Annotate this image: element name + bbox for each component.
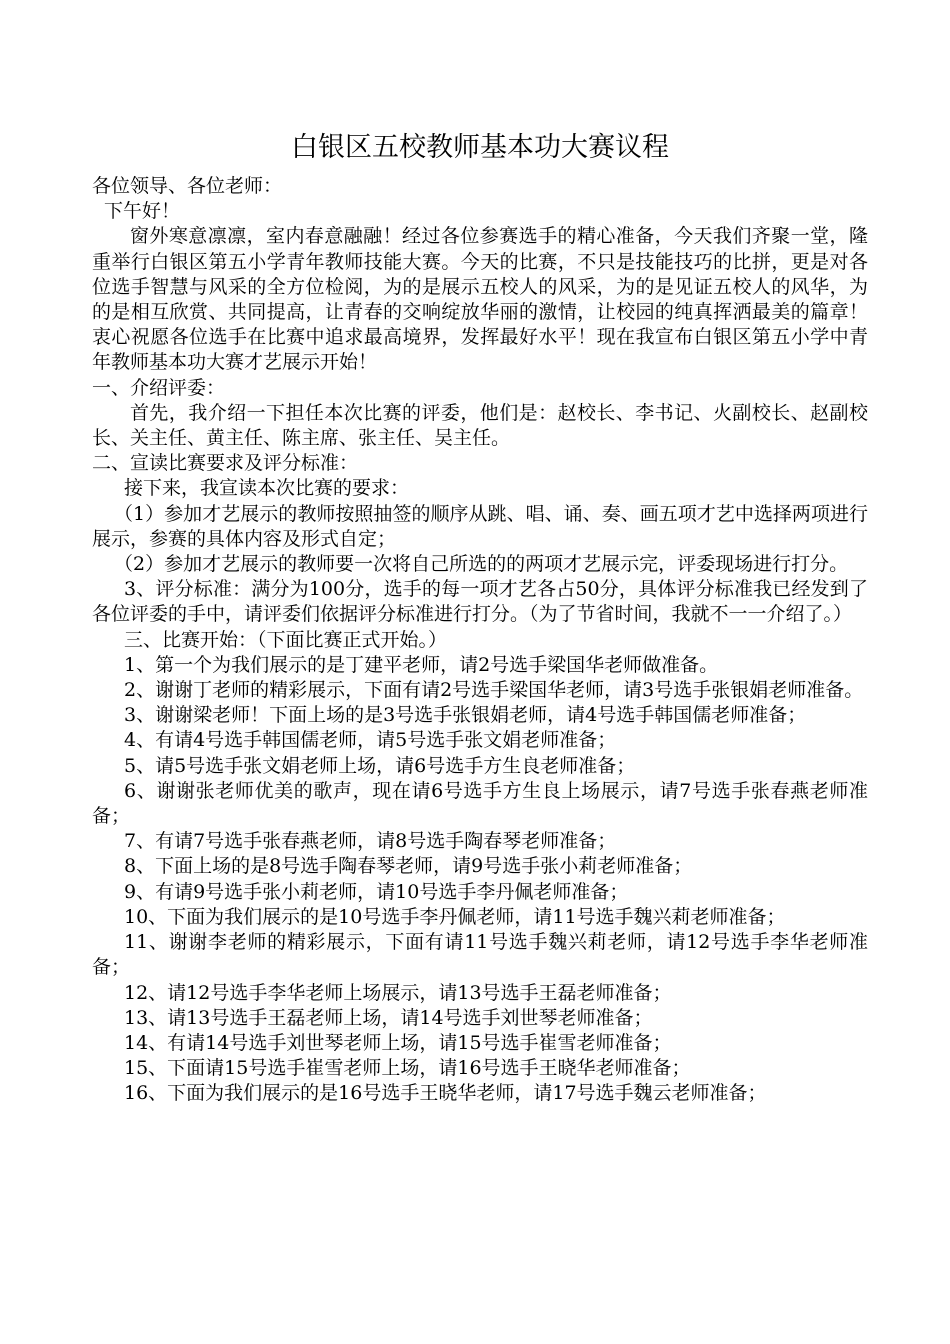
list-item: 7、有请7号选手张春燕老师，请8号选手陶春琴老师准备； [124, 830, 617, 853]
list-item: 11、谢谢李老师的精彩展示，下面有请11号选手魏兴莉老师，请12号选手李华老师准备； [92, 931, 868, 979]
list-item: 13、请13号选手王磊老师上场，请14号选手刘世琴老师准备； [124, 1006, 653, 1029]
section2-lead: 接下来，我宣读本次比赛的要求： [124, 477, 410, 500]
intro-paragraph: 窗外寒意凛凛，室内春意融融！经过各位参赛选手的精心准备，今天我们齐聚一堂，隆重举行白银区第五小学青年教师技能大赛。今天的比赛，不只是技能技巧的比拼，更是对各位选手智慧与风采的全方位检阅，为的是展示五校人的风采，为的是见证五校人的风华，为的是相互欣赏、共同提高，让青春的交响绽放华丽的激情，让校园的纯真挥洒最美的篇章！衷心祝愿各位选手在比赛中追求最高境界，发挥最好水平！现在我宣布白银区第五小学中青年教师基本功大赛才艺展示开始！ [92, 225, 868, 374]
section2-req1: （1）参加才艺展示的教师按照抽签的顺序从跳、唱、诵、奏、画五项才艺中选择两项进行展示，参赛的具体内容及形式自定； [92, 502, 868, 550]
list-item: 4、有请4号选手韩国儒老师，请5号选手张文娟老师准备； [124, 729, 617, 752]
section1-heading: 一、介绍评委： [92, 376, 226, 399]
list-item: 16、下面为我们展示的是16号选手王晓华老师，请17号选手魏云老师准备； [124, 1082, 767, 1105]
greeting: 各位领导、各位老师： [92, 175, 283, 197]
section2-heading: 二、宣读比赛要求及评分标准： [92, 452, 359, 475]
list-item: 12、请12号选手李华老师上场展示，请13号选手王磊老师准备； [124, 981, 672, 1004]
document-title: 白银区五校教师基本功大赛议程 [291, 132, 669, 163]
list-item: 10、下面为我们展示的是10号选手李丹佩老师，请11号选手魏兴莉老师准备； [124, 905, 786, 928]
list-item: 9、有请9号选手张小莉老师，请10号选手李丹佩老师准备； [124, 880, 629, 903]
list-item: 5、请5号选手张文娟老师上场，请6号选手方生良老师准备； [124, 754, 636, 777]
section3-heading: 三、比赛开始：（下面比赛正式开始。） [124, 628, 448, 651]
list-item: 8、下面上场的是8号选手陶春琴老师，请9号选手张小莉老师准备； [124, 855, 693, 878]
section1-body: 首先，我介绍一下担任本次比赛的评委，他们是：赵校长、李书记、火副校长、赵副校长、关主任、黄主任、陈主席、张主任、吴主任。 [92, 401, 868, 450]
list-item: 2、谢谢丁老师的精彩展示，下面有请2号选手梁国华老师，请3号选手张银娟老师准备。 [124, 679, 864, 702]
list-item: 3、谢谢梁老师！下面上场的是3号选手张银娟老师，请4号选手韩国儒老师准备； [124, 704, 807, 727]
list-item: 6、谢谢张老师优美的歌声，现在请6号选手方生良上场展示，请7号选手张春燕老师准备； [92, 779, 868, 828]
section2-req3: 3、评分标准：满分为100分，选手的每一项才艺各占50分，具体评分标准我已经发到了各位评委的手中，请评委们依据评分标准进行打分。（为了节省时间，我就不一一介绍了。） [92, 578, 868, 626]
list-item: 1、第一个为我们展示的是丁建平老师，请2号选手梁国华老师做准备。 [124, 653, 719, 676]
list-item: 15、下面请15号选手崔雪老师上场，请16号选手王晓华老师准备； [124, 1057, 691, 1080]
salute: 下午好！ [104, 200, 181, 223]
document-page [92, 128, 868, 1107]
list-item: 14、有请14号选手刘世琴老师上场，请15号选手崔雪老师准备； [124, 1031, 672, 1054]
section2-req2: （2）参加才艺展示的教师要一次将自己所选的的两项才艺展示完，评委现场进行打分。 [114, 553, 849, 576]
